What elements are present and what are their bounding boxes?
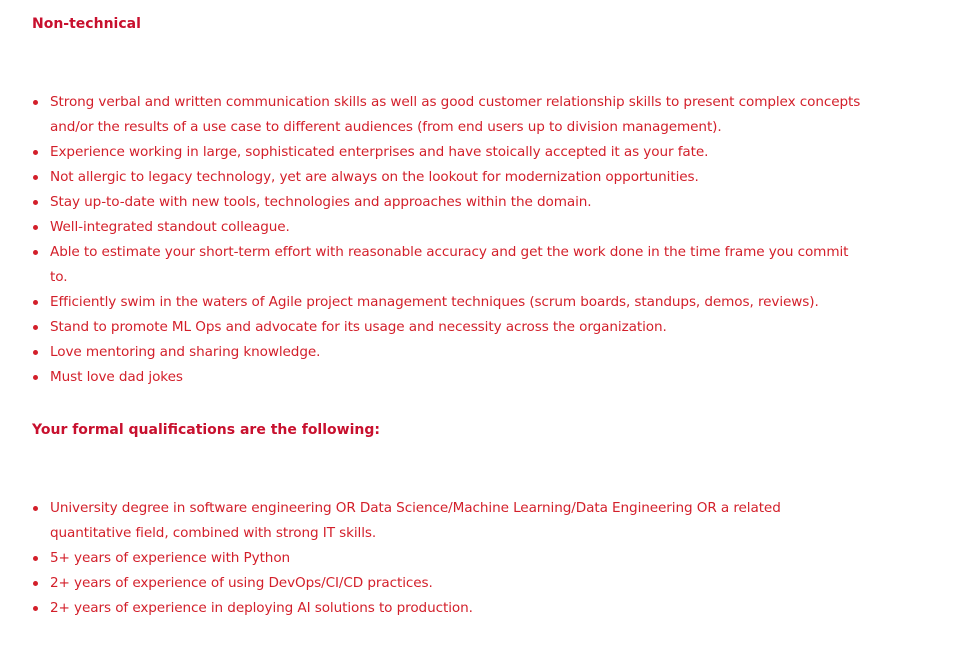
- list-item: [32, 365, 862, 390]
- list-item-text: Must love dad jokes: [50, 369, 183, 385]
- list-item: [32, 240, 862, 290]
- bullet-icon: [33, 250, 38, 255]
- list-item-text: Experience working in large, sophisticated enterprises and have stoically accepted it as your fate.: [50, 144, 709, 160]
- bullet-icon: [33, 100, 38, 105]
- non-technical-list: [32, 90, 862, 390]
- list-item: [32, 90, 862, 140]
- formal-qualifications-list: [32, 496, 862, 621]
- list-item: [32, 290, 862, 315]
- bullet-icon: [33, 506, 38, 511]
- list-item-text: Love mentoring and sharing knowledge.: [50, 344, 321, 360]
- list-item: [32, 571, 862, 596]
- bullet-icon: [33, 300, 38, 305]
- bullet-icon: [33, 350, 38, 355]
- list-item-text: 2+ years of experience in deploying AI solutions to production.: [50, 600, 473, 616]
- list-item-text: 5+ years of experience with Python: [50, 550, 291, 566]
- list-item-text: Well-integrated standout colleague.: [50, 219, 290, 235]
- list-item-text: Able to estimate your short-term effort with reasonable accuracy and get the work done in the time frame you commit to.: [50, 244, 849, 285]
- bullet-icon: [33, 225, 38, 230]
- list-item: [32, 140, 862, 165]
- bullet-icon: [33, 556, 38, 561]
- section-heading-formal-qualifications: Your formal qualifications are the following:: [32, 422, 380, 438]
- bullet-icon: [33, 175, 38, 180]
- list-item: [32, 496, 862, 546]
- list-item: [32, 215, 862, 240]
- list-item-text: Efficiently swim in the waters of Agile project management techniques (scrum boards, standups, demos, reviews).: [50, 294, 819, 310]
- list-item: [32, 165, 862, 190]
- list-item: [32, 190, 862, 215]
- bullet-icon: [33, 375, 38, 380]
- bullet-icon: [33, 325, 38, 330]
- bullet-icon: [33, 200, 38, 205]
- list-item-text: 2+ years of experience of using DevOps/CI/CD practices.: [50, 575, 433, 591]
- list-item-text: Stay up-to-date with new tools, technologies and approaches within the domain.: [50, 194, 592, 210]
- section-heading-non-technical: Non-technical: [32, 16, 141, 32]
- list-item: [32, 596, 862, 621]
- list-item-text: Strong verbal and written communication skills as well as good customer relationship skills to present complex concepts and/or the results of a use case to different audiences (from end users up to division management).: [50, 94, 861, 135]
- list-item: [32, 546, 862, 571]
- bullet-icon: [33, 606, 38, 611]
- list-item-text: Stand to promote ML Ops and advocate for its usage and necessity across the organization.: [50, 319, 667, 335]
- list-item-text: University degree in software engineering OR Data Science/Machine Learning/Data Engineering OR a related quantitative field, combined with strong IT skills.: [50, 500, 781, 541]
- list-item: [32, 340, 862, 365]
- list-item: [32, 315, 862, 340]
- list-item-text: Not allergic to legacy technology, yet are always on the lookout for modernization opportunities.: [50, 169, 699, 185]
- bullet-icon: [33, 581, 38, 586]
- bullet-icon: [33, 150, 38, 155]
